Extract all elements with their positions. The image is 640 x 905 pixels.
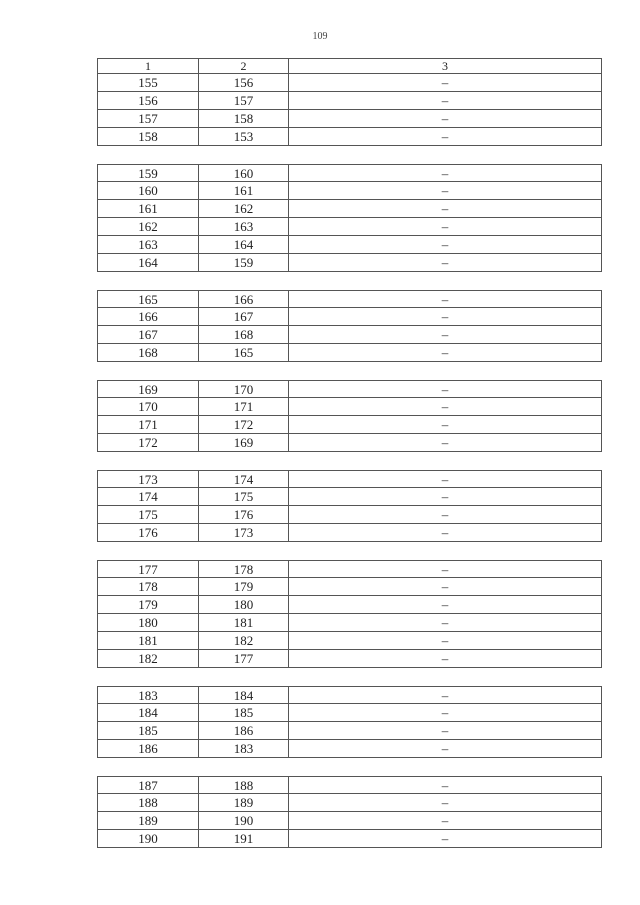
table-row: [97, 830, 602, 848]
table-cell-col3: –: [288, 777, 602, 793]
table-row: [97, 182, 602, 200]
group-spacer: [97, 362, 602, 380]
table-cell-col2: 156: [198, 74, 288, 91]
table-row: [97, 380, 602, 398]
table-cell-col2: 169: [198, 434, 288, 451]
table-cell-col2: 173: [198, 524, 288, 541]
table-cell-col3: –: [288, 200, 602, 217]
table-cell-col1: 184: [97, 704, 198, 721]
group-spacer: [97, 272, 602, 290]
table-cell-col2: 153: [198, 128, 288, 145]
table-cell-col2: 184: [198, 687, 288, 703]
table-cell-col1: 180: [97, 614, 198, 631]
table-cell-col2: 157: [198, 92, 288, 109]
table-cell-col2: 158: [198, 110, 288, 127]
table-cell-col2: 185: [198, 704, 288, 721]
table-cell-col3: –: [288, 596, 602, 613]
table-row: [97, 308, 602, 326]
table-row: [97, 506, 602, 524]
table-cell-col3: –: [288, 381, 602, 397]
table-cell-col2: 170: [198, 381, 288, 397]
table-row: [97, 128, 602, 146]
table-row: [97, 524, 602, 542]
table-cell-col3: –: [288, 812, 602, 829]
table-row: [97, 164, 602, 182]
table-cell-col2: 178: [198, 561, 288, 577]
table-cell-col3: –: [288, 254, 602, 271]
table-cell-col1: 172: [97, 434, 198, 451]
table-cell-col1: 158: [97, 128, 198, 145]
table-row: [97, 776, 602, 794]
table-cell-col2: 177: [198, 650, 288, 667]
group-spacer: [97, 542, 602, 560]
table-row: [97, 596, 602, 614]
table-cell-col2: 186: [198, 722, 288, 739]
table-cell-col3: –: [288, 92, 602, 109]
table-cell-col3: –: [288, 740, 602, 757]
table-row: [97, 614, 602, 632]
table-row: [97, 92, 602, 110]
table-cell-col2: 191: [198, 830, 288, 847]
table-cell-col1: 182: [97, 650, 198, 667]
table-cell-col1: 164: [97, 254, 198, 271]
table-cell-col3: –: [288, 830, 602, 847]
table-cell-col1: 157: [97, 110, 198, 127]
table-cell-col3: –: [288, 182, 602, 199]
column-header-1: 1: [97, 59, 198, 73]
group-spacer: [97, 668, 602, 686]
table-cell-col3: –: [288, 471, 602, 487]
table-row: [97, 740, 602, 758]
table-cell-col3: –: [288, 488, 602, 505]
table-row: [97, 704, 602, 722]
table-cell-col1: 156: [97, 92, 198, 109]
table-cell-col1: 183: [97, 687, 198, 703]
table-cell-col3: –: [288, 74, 602, 91]
table-cell-col2: 182: [198, 632, 288, 649]
table-cell-col3: –: [288, 704, 602, 721]
table-cell-col3: –: [288, 236, 602, 253]
table-cell-col3: –: [288, 506, 602, 523]
table-row: [97, 722, 602, 740]
table-cell-col2: 189: [198, 794, 288, 811]
table-cell-col3: –: [288, 344, 602, 361]
table-row: [97, 398, 602, 416]
table-cell-col1: 162: [97, 218, 198, 235]
table-cell-col2: 159: [198, 254, 288, 271]
table-row: [97, 434, 602, 452]
table-cell-col1: 167: [97, 326, 198, 343]
group-spacer: [97, 452, 602, 470]
table-cell-col1: 166: [97, 308, 198, 325]
table-cell-col2: 180: [198, 596, 288, 613]
table-row: [97, 578, 602, 596]
table-cell-col1: 181: [97, 632, 198, 649]
table-row: [97, 218, 602, 236]
table-cell-col2: 160: [198, 165, 288, 181]
table-cell-col2: 190: [198, 812, 288, 829]
table-cell-col1: 190: [97, 830, 198, 847]
table-cell-col2: 176: [198, 506, 288, 523]
table-cell-col3: –: [288, 165, 602, 181]
table-cell-col2: 162: [198, 200, 288, 217]
table-row: [97, 290, 602, 308]
page-number: 109: [312, 31, 328, 42]
table-cell-col1: 160: [97, 182, 198, 199]
table-cell-col1: 179: [97, 596, 198, 613]
table-cell-col3: –: [288, 614, 602, 631]
table-cell-col2: 183: [198, 740, 288, 757]
table-row: [97, 200, 602, 218]
table-cell-col1: 168: [97, 344, 198, 361]
table-cell-col1: 170: [97, 398, 198, 415]
table-cell-col3: –: [288, 308, 602, 325]
table-cell-col3: –: [288, 578, 602, 595]
table-cell-col3: –: [288, 218, 602, 235]
table-row: [97, 794, 602, 812]
table-cell-col1: 177: [97, 561, 198, 577]
table-cell-col1: 159: [97, 165, 198, 181]
table-row: [97, 560, 602, 578]
table-cell-col3: –: [288, 416, 602, 433]
table-row: [97, 110, 602, 128]
group-spacer: [97, 758, 602, 776]
table-cell-col1: 165: [97, 291, 198, 307]
column-header-3: 3: [288, 59, 602, 73]
table-cell-col1: 185: [97, 722, 198, 739]
table-cell-col1: 186: [97, 740, 198, 757]
table-cell-col3: –: [288, 794, 602, 811]
table-row: [97, 236, 602, 254]
table-row: [97, 488, 602, 506]
table-cell-col2: 181: [198, 614, 288, 631]
table-cell-col2: 179: [198, 578, 288, 595]
table-cell-col2: 168: [198, 326, 288, 343]
table-cell-col3: –: [288, 650, 602, 667]
table-row: [97, 74, 602, 92]
table-cell-col3: –: [288, 722, 602, 739]
table-row: [97, 686, 602, 704]
table-cell-col3: –: [288, 687, 602, 703]
table-row: [97, 632, 602, 650]
table-cell-col3: –: [288, 524, 602, 541]
table-row: [97, 470, 602, 488]
data-table: [97, 58, 602, 848]
group-spacer: [97, 146, 602, 164]
table-cell-col1: 171: [97, 416, 198, 433]
table-cell-col3: –: [288, 110, 602, 127]
table-cell-col1: 178: [97, 578, 198, 595]
table-cell-col2: 172: [198, 416, 288, 433]
table-cell-col2: 175: [198, 488, 288, 505]
table-cell-col2: 167: [198, 308, 288, 325]
table-row: [97, 326, 602, 344]
table-cell-col3: –: [288, 632, 602, 649]
table-row: [97, 344, 602, 362]
table-header-row: [97, 58, 602, 74]
table-cell-col2: 161: [198, 182, 288, 199]
table-cell-col1: 163: [97, 236, 198, 253]
table-row: [97, 812, 602, 830]
table-cell-col3: –: [288, 291, 602, 307]
table-cell-col2: 165: [198, 344, 288, 361]
table-cell-col1: 174: [97, 488, 198, 505]
table-cell-col1: 173: [97, 471, 198, 487]
table-cell-col2: 188: [198, 777, 288, 793]
table-row: [97, 650, 602, 668]
table-cell-col2: 174: [198, 471, 288, 487]
table-cell-col3: –: [288, 398, 602, 415]
table-cell-col2: 166: [198, 291, 288, 307]
table-cell-col2: 164: [198, 236, 288, 253]
column-header-2: 2: [198, 59, 288, 73]
table-cell-col1: 169: [97, 381, 198, 397]
table-cell-col1: 189: [97, 812, 198, 829]
table-cell-col3: –: [288, 326, 602, 343]
table-cell-col1: 161: [97, 200, 198, 217]
table-cell-col3: –: [288, 434, 602, 451]
table-cell-col1: 155: [97, 74, 198, 91]
table-cell-col1: 188: [97, 794, 198, 811]
table-cell-col1: 175: [97, 506, 198, 523]
table-cell-col1: 176: [97, 524, 198, 541]
table-cell-col3: –: [288, 128, 602, 145]
table-cell-col2: 171: [198, 398, 288, 415]
table-row: [97, 416, 602, 434]
table-cell-col3: –: [288, 561, 602, 577]
table-row: [97, 254, 602, 272]
table-cell-col2: 163: [198, 218, 288, 235]
table-cell-col1: 187: [97, 777, 198, 793]
